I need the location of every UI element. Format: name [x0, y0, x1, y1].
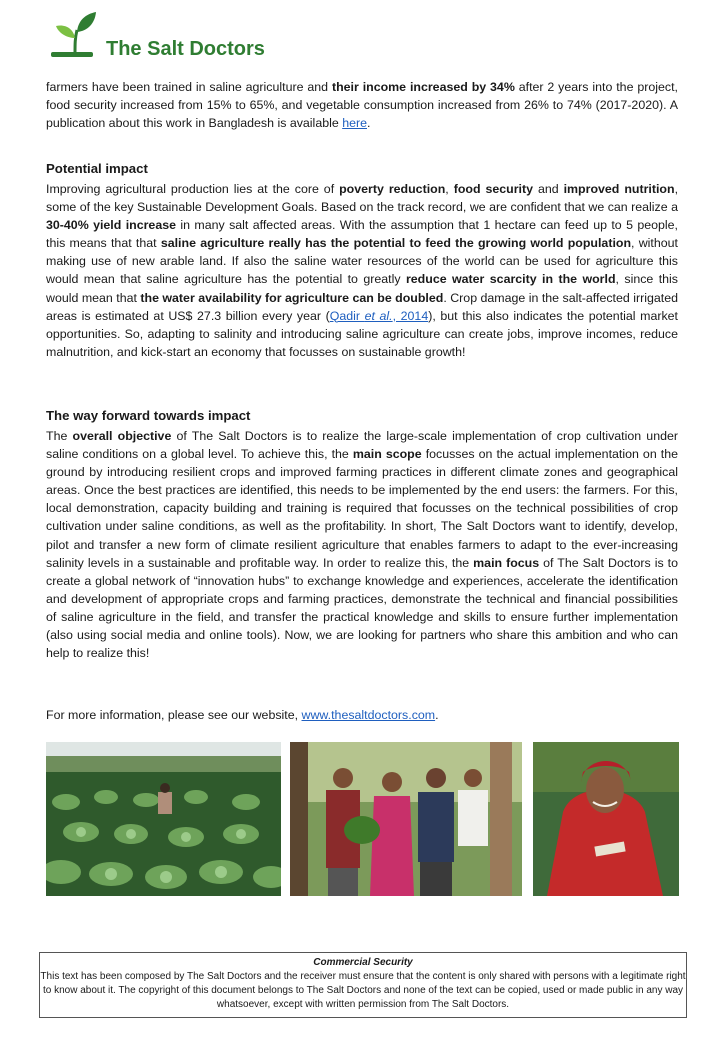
more-info-end: . — [435, 708, 439, 722]
commercial-security-text: This text has been composed by The Salt Doctors and the receiver must ensure that the content is only shared with persons with a legitimate right to know about it. The copyright of this document belongs to The Salt Doctors and none of the text can be copied, used or made public in any way whatsoever, except with written permission from The Salt Doctors. — [40, 971, 686, 1010]
citation-author: Qadir — [329, 308, 365, 323]
impact-text: , without making use of new arable land. If also the saline water resources of the world can be used for agriculture this would mean that saline agriculture has the potential to greatly — [46, 236, 678, 287]
publication-link[interactable]: here — [342, 116, 367, 131]
impact-bold: improved nutrition — [563, 182, 675, 196]
forward-bold: main scope — [352, 447, 422, 462]
intro-bold-income: their income increased by 34% — [331, 80, 515, 94]
commercial-security-notice — [39, 952, 687, 1018]
more-info-line — [46, 706, 678, 724]
citation-etal: et al. — [364, 308, 393, 323]
citation-year: , 2014 — [392, 308, 429, 323]
intro-text-3: . — [367, 116, 371, 131]
farmers-group-photo — [290, 742, 522, 896]
forward-bold: main focus — [473, 555, 540, 570]
intro-paragraph — [46, 78, 678, 132]
impact-bold: reduce water scarcity in the world — [405, 272, 616, 287]
salt-doctors-logo — [48, 8, 308, 66]
forward-text: of The Salt Doctors is to create a global network of “innovation hubs” to exchange knowledge and experiences, accelerate the identification and development of appropriate crops and farming practices, demonstrate the technical and financial possibilities of saline agriculture in the field, and transfer the practical knowledge and skills to ensure further implementation (also using social media and online tools). Now, we are looking for partners who share this ambition and who can help to realize this! — [46, 555, 678, 661]
impact-text: , — [445, 182, 454, 196]
forward-text: focusses on the actual implementation on the ground by introducing resilient crops and improved farming practices in different climate zones and geographical areas. Once the best practices are identified, this needs to be implemented by the end users: the farmers. For this, local demonstration, capacity building and training is required that focusses on the technical possibilities of crop cultivation under saline conditions, as well as the profitability. In short, The Salt Doctors want to identify, develop, pilot and transfer a new form of climate resilient agriculture that enables farmers to adapt to the ever-increasing salinity levels in a sustainable and profitable way. In order to realize this, the — [46, 447, 678, 570]
way-forward-heading: The way forward towards impact — [46, 408, 251, 423]
impact-text: in many salt affected areas. With the assumption that 1 hectare can feed up to 5 people, this means that that — [46, 218, 678, 251]
website-link[interactable]: www.thesaltdoctors.com — [301, 708, 436, 722]
impact-bold: 30-40% yield increase — [46, 218, 176, 233]
impact-bold: poverty reduction — [339, 182, 446, 196]
impact-text: Improving agricultural production lies at the core of — [46, 182, 340, 196]
cabbage-field-photo — [46, 742, 281, 896]
brand-name: The Salt Doctors — [106, 38, 265, 60]
sprout-icon — [48, 8, 104, 64]
qadir-citation-link[interactable] — [330, 309, 429, 323]
impact-text: and — [533, 182, 564, 196]
potential-impact-heading: Potential impact — [46, 161, 148, 176]
impact-text: . Crop damage in the salt-affected irrigated areas is estimated at US$ 27.3 billion every year ( — [46, 290, 678, 323]
intro-text-1: farmers have been trained in saline agriculture and — [46, 80, 332, 94]
forward-bold: overall objective — [72, 429, 172, 443]
impact-bold: food security — [453, 182, 533, 196]
impact-text: , since this would mean that — [46, 272, 678, 305]
commercial-security-title: Commercial Security — [313, 957, 413, 968]
more-info-text: For more information, please see our website, — [46, 708, 302, 722]
impact-text: ), but this also indicates the potential market opportunities. So, adapting to salinity and introducing saline agriculture can create jobs, improve incomes, reduce malnutrition, and kick-start an economy that focusses on sustainable growth! — [46, 308, 678, 359]
impact-bold: the water availability for agriculture can be doubled — [140, 290, 444, 305]
impact-text: , some of the key Sustainable Development Goals. Based on the track record, we are confident that we can realize a — [46, 182, 679, 215]
potential-impact-paragraph — [46, 180, 678, 361]
way-forward-paragraph — [46, 427, 678, 662]
intro-text-2: after 2 years into the project, food security increased from 15% to 65%, and vegetable consumption increased from 26% to 74% (2017-2020). A publication about this work in Bangladesh is available — [46, 80, 678, 131]
woman-with-money-photo — [533, 742, 679, 896]
impact-bold: saline agriculture really has the potential to feed the growing world population — [160, 236, 632, 251]
forward-text: of The Salt Doctors is to realize the large-scale implementation of crop cultivation under saline conditions on a global level. To achieve this, the — [46, 429, 678, 462]
forward-text: The — [46, 429, 73, 443]
